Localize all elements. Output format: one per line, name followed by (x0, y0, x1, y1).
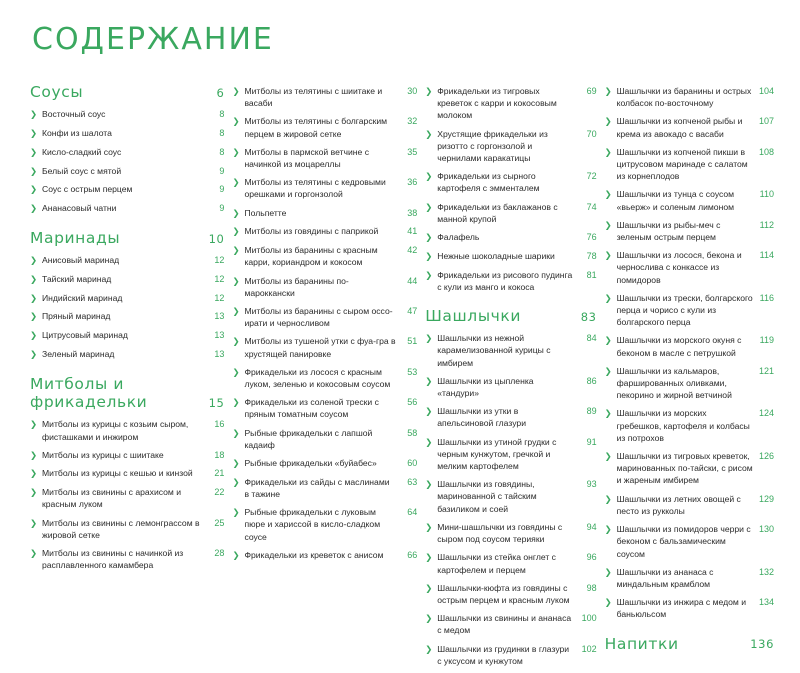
list-item-page: 60 (407, 458, 418, 468)
list-item[interactable] (605, 146, 774, 183)
columns-container (30, 83, 774, 673)
list-item-label: Митболы из телятины с болгарским перцем в жировой сетке (244, 116, 388, 139)
list-item-page: 13 (214, 330, 225, 341)
list-item[interactable] (605, 365, 774, 402)
list-item-label: Белый соус с мятой (42, 165, 122, 176)
chevron-right-icon: ❯ (604, 365, 612, 376)
list-item-page: 36 (407, 177, 418, 188)
list-item[interactable] (232, 476, 417, 500)
chevron-right-icon: ❯ (30, 468, 38, 479)
list-item-label: Митболы из свинины с начинкой из расплавленного камамбера (42, 548, 184, 571)
toc-column-3 (425, 83, 604, 673)
list-item[interactable] (30, 183, 224, 196)
chevron-right-icon: ❯ (604, 292, 612, 303)
section-title: Митболы и фрикадельки (30, 374, 148, 412)
chevron-right-icon: ❯ (232, 116, 240, 127)
list-item-page: 100 (581, 613, 597, 624)
list-item-page: 114 (759, 250, 774, 261)
list-item-page: 107 (758, 116, 774, 127)
list-item-page: 12 (214, 292, 225, 303)
list-item-label: Шашлычки из цыпленка «тандури» (437, 375, 534, 399)
list-item-label: Митболы из баранины с сыром оссо-ирати и черносливом (244, 305, 393, 329)
list-item-page: 102 (581, 643, 597, 654)
chevron-right-icon: ❯ (604, 86, 612, 96)
section-page: 136 (750, 637, 774, 652)
chevron-right-icon: ❯ (604, 116, 612, 127)
list-item[interactable] (30, 146, 224, 159)
list-item-label: Пряный маринад (42, 311, 111, 322)
list-item-label: Митболы из баранины с красным карри, кориандром и кокосом (244, 245, 378, 268)
list-item-label: Фрикадельки из рисового пудинга с кули из манго и кокоса (437, 269, 573, 292)
list-item[interactable] (605, 450, 774, 487)
chevron-right-icon: ❯ (30, 419, 38, 430)
list-item[interactable] (425, 85, 596, 122)
list-item-label: Шашлычки из баранины и острых колбасок по-восточному (616, 86, 752, 109)
list-item-label: Хрустящие фрикадельки из ризотто с горгонзолой и чернилами каракатицы (437, 128, 548, 164)
list-item-label: Кисло-сладкий соус (42, 146, 122, 157)
list-item-page: 121 (758, 365, 774, 376)
section-title: Соусы (30, 83, 84, 101)
list-item-label: Шашлычки из копченой пикши в цитрусовом маринаде с салатом из корнеплодов (616, 146, 748, 182)
chevron-right-icon: ❯ (425, 250, 433, 261)
list-item-page: 25 (214, 517, 225, 528)
list-item-page: 9 (219, 184, 225, 195)
list-item-label: Шашлычки из инжира с медом и баньюльсом (616, 597, 747, 620)
section-page: 10 (208, 231, 225, 246)
list-item[interactable] (425, 521, 596, 545)
chevron-right-icon: ❯ (30, 109, 38, 120)
section-heading-marinades (30, 229, 224, 247)
list-item[interactable] (232, 244, 417, 268)
list-item-label: Митболы в пармской ветчине с начинкой из моцареллы (244, 146, 370, 170)
list-item[interactable] (232, 335, 417, 359)
list-item-label: Восточный соус (42, 109, 106, 120)
list-item-label: Митболы из курицы с кешью и кинзой (42, 468, 193, 479)
chevron-right-icon: ❯ (604, 189, 612, 200)
list-item-label: Митболы из свинины с лемонграссом в жировой сетке (42, 517, 200, 540)
list-item-page: 69 (586, 86, 597, 96)
list-item-page: 42 (407, 245, 418, 256)
list-item[interactable] (425, 250, 596, 263)
list-item[interactable] (30, 127, 224, 140)
list-item[interactable] (232, 146, 417, 170)
list-item-page: 93 (586, 479, 597, 490)
chevron-right-icon: ❯ (604, 493, 612, 504)
list-item-label: Шашлычки из тунца с соусом «вьерж» и соленым лимоном (616, 189, 735, 212)
chevron-right-icon: ❯ (604, 524, 612, 535)
list-item-label: Шашлычки из утиной грудки с черным кунжутом, гречкой и мелким картофелем (437, 436, 557, 472)
list-item-page: 130 (758, 524, 774, 535)
list-item[interactable] (232, 427, 417, 451)
chevron-right-icon: ❯ (30, 348, 38, 359)
list-item[interactable] (425, 128, 596, 165)
list-item[interactable] (605, 115, 774, 139)
list-item-label: Фрикадельки из креветок с анисом (244, 549, 384, 560)
list-item[interactable] (605, 566, 774, 590)
list-item[interactable] (30, 329, 224, 342)
list-item[interactable] (425, 332, 596, 369)
chevron-right-icon: ❯ (604, 451, 612, 462)
chevron-right-icon: ❯ (232, 366, 240, 377)
list-item-label: Шашлычки из морского окуня с беконом в масле с петрушкой (616, 335, 742, 358)
list-item[interactable] (232, 366, 417, 390)
list-item-page: 124 (758, 408, 774, 419)
list-item-label: Шашлычки из помидоров черри с беконом с бальзамическим соусом (616, 524, 751, 559)
list-item[interactable] (30, 273, 224, 286)
chevron-right-icon: ❯ (425, 375, 433, 386)
list-item-page: 63 (407, 476, 418, 487)
list-item-label: Фрикадельки из лосося с красным луком, зеленью и кокосовым соусом (244, 366, 391, 389)
chevron-right-icon: ❯ (425, 643, 433, 654)
section-page: 6 (216, 85, 225, 100)
list-item-label: Нежные шоколадные шарики (437, 250, 555, 261)
list-item[interactable] (30, 108, 224, 121)
list-item[interactable] (425, 643, 596, 667)
list-item-page: 89 (586, 406, 597, 417)
list-item-page: 51 (407, 336, 418, 347)
list-item-page: 13 (214, 311, 225, 322)
list-item-label: Рыбные фрикадельки с лапшой кадаиф (244, 427, 373, 450)
list-item[interactable] (425, 405, 596, 429)
list-item[interactable] (605, 493, 774, 517)
chevron-right-icon: ❯ (425, 582, 433, 593)
toc-column-4 (605, 83, 774, 660)
list-item-page: 70 (586, 128, 597, 139)
list-item-label: Тайский маринад (42, 273, 112, 284)
list-item-page: 9 (219, 203, 225, 214)
list-item-page: 126 (758, 451, 774, 462)
list-item-label: Фрикадельки из сырного картофеля с эмменталем (437, 171, 540, 194)
list-item-label: Фалафель (437, 232, 480, 243)
list-item-label: Зеленый маринад (42, 348, 115, 359)
section-heading-skewers (425, 307, 596, 325)
list-item-page: 116 (759, 292, 774, 303)
list-item-page: 64 (407, 507, 418, 518)
list-item-label: Мини-шашлычки из говядины с сыром под соусом терияки (437, 521, 563, 545)
list-item[interactable] (30, 348, 224, 361)
list-item[interactable] (605, 523, 774, 560)
section-heading-sauces (30, 83, 224, 101)
chevron-right-icon: ❯ (232, 177, 240, 188)
chevron-right-icon: ❯ (425, 613, 433, 624)
chevron-right-icon: ❯ (30, 292, 38, 303)
list-item[interactable] (425, 612, 596, 636)
list-item[interactable] (30, 449, 224, 462)
page-title: СОДЕРЖАНИЕ (32, 22, 274, 57)
chevron-right-icon: ❯ (425, 201, 433, 212)
section-page: 83 (580, 309, 597, 324)
list-item[interactable] (605, 249, 774, 286)
list-item-page: 22 (214, 487, 225, 498)
chevron-right-icon: ❯ (604, 335, 612, 346)
list-item[interactable] (30, 254, 224, 267)
chevron-right-icon: ❯ (30, 165, 38, 176)
list-item-label: Цитрусовый маринад (42, 330, 128, 341)
chevron-right-icon: ❯ (232, 397, 240, 408)
chevron-right-icon: ❯ (30, 184, 38, 195)
chevron-right-icon: ❯ (30, 311, 38, 322)
chevron-right-icon: ❯ (425, 479, 433, 490)
chevron-right-icon: ❯ (425, 269, 433, 280)
list-item[interactable] (232, 305, 417, 329)
list-item-label: Шашлычки из свинины и ананаса с медом (437, 613, 572, 636)
list-item-page: 35 (407, 146, 418, 157)
chevron-right-icon: ❯ (232, 458, 240, 468)
chevron-right-icon: ❯ (604, 219, 612, 230)
section-title: Маринады (30, 228, 121, 247)
list-item-label: Шашлычки из говядины, маринованной с тайским базиликом и соей (437, 479, 537, 514)
list-item-label: Соус с острым перцем (42, 184, 133, 195)
list-item-page: 12 (214, 273, 225, 284)
list-item-page: 96 (586, 552, 597, 563)
list-item-label: Конфи из шалота (42, 128, 112, 139)
list-item-label: Митболы из баранины по-марокканcки (244, 275, 349, 298)
section-page: 15 (208, 395, 225, 410)
chevron-right-icon: ❯ (425, 552, 433, 563)
list-item[interactable] (30, 202, 224, 215)
list-item-page: 9 (219, 165, 225, 176)
list-item[interactable] (30, 310, 224, 323)
list-item-page: 41 (407, 226, 418, 237)
list-item-page: 13 (214, 348, 225, 359)
list-item-page: 104 (758, 86, 774, 96)
chevron-right-icon: ❯ (604, 597, 612, 608)
chevron-right-icon: ❯ (30, 330, 38, 341)
list-item[interactable] (232, 85, 417, 109)
list-item-page: 44 (407, 275, 418, 286)
list-item-label: Шашлычки из грудинки в глазури с уксусом и кунжутом (437, 643, 570, 666)
list-item-page: 58 (407, 427, 418, 438)
list-item-page: 86 (586, 375, 597, 386)
chevron-right-icon: ❯ (232, 476, 240, 487)
chevron-right-icon: ❯ (232, 549, 240, 560)
chevron-right-icon: ❯ (604, 408, 612, 419)
chevron-right-icon: ❯ (30, 548, 38, 559)
list-item[interactable] (605, 188, 774, 212)
chevron-right-icon: ❯ (425, 86, 433, 96)
section-heading-meatballs (30, 375, 224, 412)
list-item-label: Фрикадельки из соленой трески с пряным томатным соусом (244, 397, 379, 420)
list-item-page: 56 (407, 397, 418, 408)
list-item-label: Шашлычки из нежной карамелизованной курицы с имбирем (437, 333, 551, 368)
list-item[interactable] (232, 176, 417, 200)
list-item-page: 76 (586, 232, 597, 243)
list-item-label: Шашлычки из ананаса с миндальным крамблом (616, 566, 714, 589)
list-item[interactable] (425, 231, 596, 244)
list-item[interactable] (605, 85, 774, 109)
list-item-page: 78 (586, 250, 597, 261)
list-item-page: 66 (407, 549, 418, 560)
list-item[interactable] (232, 275, 417, 299)
list-item-page: 12 (214, 255, 225, 266)
chevron-right-icon: ❯ (30, 203, 38, 214)
list-item-page: 91 (586, 436, 597, 447)
list-item[interactable] (605, 292, 774, 329)
chevron-right-icon: ❯ (232, 507, 240, 518)
chevron-right-icon: ❯ (425, 128, 433, 139)
list-item-label: Шашлычки из копченой рыбы и крема из авокадо с васаби (616, 116, 743, 139)
list-item-label: Рыбные фрикадельки «буйабес» (244, 458, 377, 468)
chevron-right-icon: ❯ (232, 305, 240, 316)
list-item-label: Рыбные фрикадельки с луковым пюре и хариссой в кисло-сладком соусе (244, 507, 381, 542)
list-item[interactable] (425, 551, 596, 575)
chevron-right-icon: ❯ (30, 487, 38, 498)
list-item-page: 134 (758, 597, 774, 608)
chevron-right-icon: ❯ (604, 250, 612, 261)
section-heading-drinks (605, 635, 774, 653)
list-item[interactable] (30, 292, 224, 305)
list-item-page: 74 (586, 201, 597, 212)
list-item[interactable] (425, 170, 596, 194)
list-item-label: Шашлычки из морских гребешков, картофеля и колбасы из потрохов (616, 408, 750, 443)
list-item[interactable] (30, 547, 224, 571)
list-item-page: 21 (214, 468, 225, 479)
list-item[interactable] (425, 478, 596, 515)
list-item-label: Фрикадельки из сайды с маслинами в тажине (244, 476, 390, 499)
chevron-right-icon: ❯ (604, 566, 612, 577)
list-item-page: 98 (586, 582, 597, 593)
list-item-label: Шашлычки из трески, болгарского перца и чорисо с кули из болгарского перца (616, 292, 753, 328)
list-item-label: Шашлычки из стейка онглет с картофелем и перцем (437, 552, 556, 575)
list-item-label: Шашлычки из тигровых креветок, маринованных по-тайски, с рисом и жареным имбирем (616, 451, 753, 486)
list-item-page: 8 (219, 109, 225, 120)
list-item-label: Шашлычки из рыбы-меч с зеленым острым перцем (616, 219, 721, 243)
list-item-label: Анисовый маринад (42, 255, 120, 266)
list-item[interactable] (30, 165, 224, 178)
list-item-page: 94 (586, 521, 597, 532)
chevron-right-icon: ❯ (425, 232, 433, 243)
list-item-page: 132 (758, 566, 774, 577)
list-item-label: Шашлычки из кальмаров, фаршированных оливками, пекорино и жирной ветчиной (616, 365, 732, 401)
chevron-right-icon: ❯ (425, 333, 433, 344)
list-item-label: Шашлычки-кюфта из говядины с острым перцем и красным луком (437, 582, 570, 605)
list-item-page: 110 (759, 189, 774, 200)
chevron-right-icon: ❯ (30, 255, 38, 266)
list-item[interactable] (425, 375, 596, 399)
list-item[interactable] (30, 467, 224, 480)
list-item-page: 8 (219, 146, 225, 157)
list-item-page: 18 (214, 449, 225, 460)
list-item-page: 81 (586, 269, 597, 280)
list-item[interactable] (605, 334, 774, 358)
list-item-page: 38 (407, 207, 418, 218)
list-item[interactable] (232, 115, 417, 139)
chevron-right-icon: ❯ (232, 336, 240, 347)
list-item-page: 30 (407, 86, 418, 96)
list-item[interactable] (232, 506, 417, 543)
section-title: Шашлычки (425, 306, 522, 325)
list-item[interactable] (232, 396, 417, 420)
chevron-right-icon: ❯ (30, 273, 38, 284)
list-item[interactable] (30, 486, 224, 510)
list-item-page: 32 (407, 116, 418, 127)
list-item-label: Митболы из свинины с арахисом и красным луком (42, 487, 182, 510)
list-item-page: 84 (586, 333, 597, 344)
list-item-page: 53 (407, 366, 418, 377)
chevron-right-icon: ❯ (425, 436, 433, 447)
chevron-right-icon: ❯ (232, 226, 240, 237)
list-item-label: Фрикадельки из тигровых креветок с карри и кокосовым молоком (437, 86, 557, 121)
list-item[interactable] (425, 269, 596, 293)
list-item-page: 72 (586, 171, 597, 182)
chevron-right-icon: ❯ (30, 128, 38, 139)
chevron-right-icon: ❯ (425, 521, 433, 532)
list-item-page: 108 (758, 146, 774, 157)
chevron-right-icon: ❯ (30, 449, 38, 460)
chevron-right-icon: ❯ (30, 517, 38, 528)
chevron-right-icon: ❯ (232, 146, 240, 157)
list-item-label: Шашлычки из лосося, бекона и чернослива с конкассе из помидоров (616, 250, 742, 285)
list-item-label: Шашлычки из летних овощей с песто из рукколы (616, 493, 741, 516)
list-item-label: Митболы из говядины с паприкой (244, 226, 379, 237)
list-item-label: Фрикадельки из баклажанов с манной крупой (437, 201, 558, 224)
list-item-page: 47 (407, 305, 418, 316)
list-item-label: Индийский маринад (42, 292, 123, 303)
list-item[interactable] (605, 596, 774, 620)
list-item[interactable] (30, 517, 224, 541)
list-item[interactable] (425, 436, 596, 473)
list-item-page: 112 (759, 219, 774, 230)
list-item-page: 16 (214, 419, 225, 430)
chevron-right-icon: ❯ (232, 427, 240, 438)
list-item-label: Митболы из телятины с кедровыми орешками и горгонзолой (244, 177, 386, 200)
chevron-right-icon: ❯ (425, 406, 433, 417)
list-item[interactable] (232, 225, 417, 238)
list-item-label: Митболы из тушеной утки с фуа-гра в хрустящей панировке (244, 336, 396, 359)
section-title: Напитки (604, 634, 679, 653)
list-item[interactable] (605, 407, 774, 444)
toc-column-1 (30, 83, 232, 577)
list-item-page: 119 (759, 335, 774, 346)
list-item[interactable] (425, 582, 596, 606)
list-item-page: 8 (219, 128, 225, 139)
chevron-right-icon: ❯ (232, 245, 240, 256)
list-item-label: Польпетте (244, 207, 287, 218)
chevron-right-icon: ❯ (425, 171, 433, 182)
list-item[interactable] (30, 418, 224, 442)
list-item[interactable] (425, 201, 596, 225)
chevron-right-icon: ❯ (232, 86, 240, 96)
list-item-page: 28 (214, 548, 225, 559)
chevron-right-icon: ❯ (232, 275, 240, 286)
list-item-label: Ананасовый чатни (42, 203, 117, 214)
chevron-right-icon: ❯ (604, 146, 612, 157)
list-item[interactable] (605, 219, 774, 243)
list-item-label: Митболы из телятины с шиитаке и васаби (244, 86, 383, 109)
list-item-page: 129 (758, 493, 774, 504)
list-item[interactable] (232, 457, 417, 470)
list-item[interactable] (232, 207, 417, 220)
chevron-right-icon: ❯ (232, 207, 240, 218)
toc-column-2 (232, 83, 425, 568)
chevron-right-icon: ❯ (30, 146, 38, 157)
list-item-label: Шашлычки из утки в апельсиновой глазури (437, 406, 526, 429)
list-item-label: Митболы из курицы с шиитаке (42, 449, 164, 460)
list-item[interactable] (232, 549, 417, 562)
list-item-label: Митболы из курицы с козьим сыром, фисташками и инжиром (42, 419, 189, 442)
